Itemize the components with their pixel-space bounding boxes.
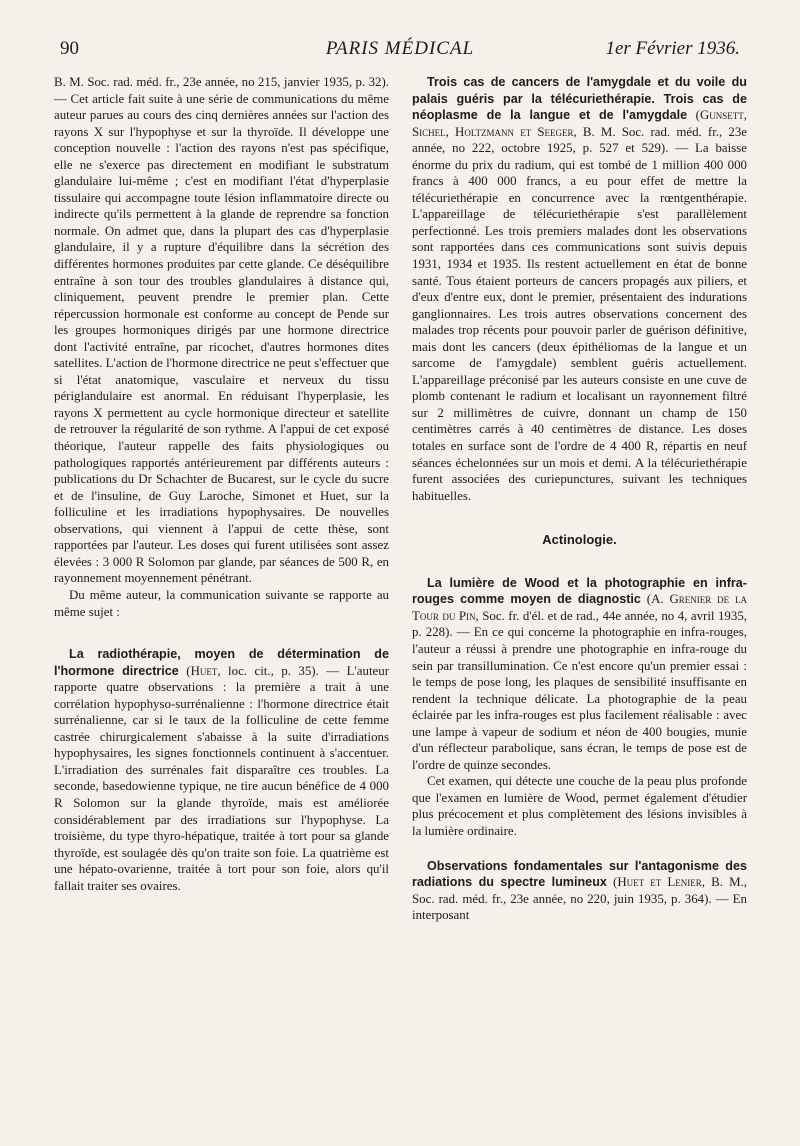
article-reference: , B. M., Soc. rad. méd. fr., 23e année, no 220, juin 1935, p. 364). — xyxy=(412,875,747,906)
article-title: Trois cas de cancers de l'amygdale et du voile du palais guéris par la télécuriethérapie. Trois cas de néoplasme de la langue et de l'amygdale xyxy=(412,75,747,123)
article-paragraph: Cet examen, qui détecte une couche de la peau plus profonde que l'examen en lumière de Wood, permet également d'étudier plus précocement et plus complètement des lésions invisibles à la lumière ordinaire. xyxy=(412,774,747,838)
article-author: A. Grenier de la Tour du Pin xyxy=(412,592,747,623)
article-continuation: B. M. Soc. rad. méd. fr., 23e année, no 215, janvier 1935, p. 32). — Cet article fait suite à une série de communications du même auteur parues au cours des cinq dernières années sur l'action des rayons X sur l'hypophyse et sur la thyroïde. Il développe une conception nouvelle : l'action des rayons n'est pas spécifique, elle ne s'exerce pas directement en modifiant le substratum glandulaire lui-même ; c'est en modifiant l'état d'hyperplasie tissulaire qui accompagne toute lésion inflammatoire directe ou indirecte qu'ils permettent à la glande de reprendre sa fonction normale. On admet que, dans la plupart des cas d'hyperplasie glandulaire, il y a rupture d'équilibre dans la sécrétion des différentes hormones produites par cette glande. Ce déséquilibre entraîne à son tour des troubles glandulaires à distance qui, cliniquement, peuvent prendre le premier plan. Cette répercussion hormonale est conforme au concept de Pende sur les groupes hormoniques dirigés par une hormone directrice dont l'activité entraîne, par ricochet, d'autres hormones dites satellites. L'action de l'hormone directrice ne peut s'effectuer que si l'état anatomique, vasculaire et nerveux du tissu périglandulaire est anormal. En réduisant l'hyperplasie, les rayons X permettent au cycle hormonique directeur et satellite de retrouver la régularité de son rythme. A l'appui de cet exposé théorique, l'auteur rappelle des faits physiologiques ou pathologiques rapportés antérieurement par différents auteurs : publications du Dr Schachter de Bucarest, sur le cycle du sucre et de l'insuline, de Guy Laroche, Simonet et Huet, sur la folliculine et les irradiations hypophysaires. De nouvelles observations, qui viennent à l'appui de cette thèse, sont rapportées par l'auteur. Les doses qui furent utilisées sont assez élevées : 3 000 R Solomon par glande, par séances de 500 R, en rayonnement moyennement pénétrant. xyxy=(54,75,389,586)
page-header xyxy=(60,38,740,68)
article-reference: , B. M. Soc. rad. méd. fr., 23e année, no 222, octobre 1925, p. 527 et 529). — xyxy=(412,124,748,156)
section-heading-actinologie: Actinologie. xyxy=(542,532,617,548)
article-title: La radiothérapie, moyen de détermination de l'hormone directrice xyxy=(54,647,389,678)
article-body: L'auteur rapporte quatre observations : la première a trait à une corrélation hypophyso-surrénalienne : l'hormone directrice était surrénalienne, car si le taux de la folliculine de cette femme castrée chirurgicalement s'abaisse à la suite d'irradiations hypophysaires, les signes fonctionnels continuent à s'accentuer. L'irradiation des surrénales fait disparaître ces troubles. La seconde, basedowienne typique, ne tire aucun bénéfice de 4 000 R Solomon sur la glande thyroïde, mais est améliorée considérablement par des irradiations sur l'hypophyse. La troisième, du type thyro-hépatique, traitée à tort pour sa glande thyroïde, est soulagée dès qu'on traite son foie. La quatrième est une hépato-ovarienne, traitée à tort pour son foie, alors qu'il fallait traiter ses ovaires. xyxy=(54,663,389,893)
article-radiotherapie: La radiothérapie, moyen de détermination de l'hormone directrice (Huet, loc. cit., p. 35). — L'auteur rapporte quatre observations : la première a trait à une corrélation hypophyso-surrénalienne : l'hormone directrice était surrénalienne, car si le taux de la folliculine de cette femme castrée chirurgicalement s'abaisse à la suite d'irradiations hypophysaires, les signes fonctionnels continuent à s'accentuer. L'irradiation des surrénales fait disparaître ces troubles. La seconde, basedowienne typique, ne tire aucun bénéfice de 4 000 R Solomon sur la glande thyroïde, mais est améliorée considérablement par des irradiations sur l'hypophyse. La troisième, du type thyro-hépatique, traitée à tort pour sa glande thyroïde, est soulagée dès qu'on traite son foie. La quatrième est une hépato-ovarienne, traitée à tort pour son foie, alors qu'il fallait traiter ses ovaires. xyxy=(54,647,389,893)
article-body: La baisse énorme du prix du radium, qui est tombé de 1 million 400 000 francs à 400 000 francs, a eu pour effet de mettre la télécuriethérapie en concurrence avec la rœntgenthérapie. L'appareillage de télécuriethérapie s'est parallèlement perfectionné. Les trois premiers malades dont les observations sont rapportées dans ces communications sont suivis depuis 1931, 1934 et 1935. Ils restent actuellement en état de bonne santé. Tous étaient porteurs de cancers propagés aux piliers, et d'eux d'entre eux, dont le premier, présentaient des indurations ganglionnaires. Les trois autres observations concernent des malades trop récents pour pouvoir parler de guérison définitive, mais dont les cancers (deux épithéliomas de la langue et un sarcome de l'amygdale) semblent guéris actuellement. L'appareillage préconisé par les auteurs consiste en une cuve de plomb contenant le radium et localisant un rayonnement filtré sur 2 millimètres de cuivre, donnant un champ de 150 centimètres carrés à 40 centimètres de distance. Les doses totales en surface sont de l'ordre de 4 400 R, répartis en neuf séances échelonnées sur un mois et demi. A la télécuriethérapie furent associées des curiepunctures, suivant les techniques habituelles. xyxy=(412,141,747,503)
article-authors: Gunsett, Sichel, Holtzmann et Seeger xyxy=(412,108,747,139)
left-column xyxy=(54,74,389,894)
article-authors: Huet et Lenier xyxy=(617,875,702,890)
article-antagonisme: Observations fondamentales sur l'antagonisme des radiations du spectre lumineux (Huet et Lenier, B. M., Soc. rad. méd. fr., 23e année, no 220, juin 1935, p. 364). — En interposant xyxy=(412,858,747,923)
article-reference: , loc. cit., p. 35). — xyxy=(217,663,347,678)
article-author: Huet xyxy=(190,663,218,678)
article-body: En interposant xyxy=(412,891,747,923)
transition-paragraph: Du même auteur, la communication suivante se rapporte au même sujet : xyxy=(54,587,389,619)
article-telecurietherapie: Trois cas de cancers de l'amygdale et du voile du palais guéris par la télécuriethérapie. Trois cas de néoplasme de la langue et de l'amygdale (Gunsett, Sichel, Holtzmann et Seeger, B. M. Soc. rad. méd. fr., 23e année, no 222, octobre 1925, p. 527 et 529). — La baisse énorme du prix du radium, qui est tombé de 1 million 400 000 francs à 400 000 francs, a eu pour effet de mettre la télécuriethérapie en concurrence avec la rœntgenthérapie. L'appareillage de télécuriethérapie s'est parallèlement perfectionné. Les trois premiers malades dont les observations sont rapportées dans ces communications sont suivis depuis 1931, 1934 et 1935. Ils restent actuellement en état de bonne santé. Tous étaient porteurs de cancers propagés aux piliers, et d'eux d'entre eux, dont le premier, présentaient des indurations ganglionnaires. Les trois autres observations concernent des malades trop récents pour pouvoir parler de guérison définitive, mais dont les cancers (deux épithéliomas de la langue et un sarcome de l'amygdale) semblent guéris actuellement. L'appareillage préconisé par les auteurs consiste en une cuve de plomb contenant le radium et localisant un rayonnement filtré sur 2 millimètres de cuivre, donnant un champ de 150 centimètres carrés à 40 centimètres de distance. Les doses totales en surface sont de l'ordre de 4 400 R, répartis en neuf séances échelonnées sur un mois et demi. A la télécuriethérapie furent associées des curiepunctures, suivant les techniques habituelles. xyxy=(412,75,748,503)
article-title: La lumière de Wood et la photographie en infra-rouges comme moyen de diagnostic xyxy=(412,575,747,607)
right-column xyxy=(412,74,747,924)
article-lumiere-de-wood: La lumière de Wood et la photographie en infra-rouges comme moyen de diagnostic (A. Grenier de la Tour du Pin, Soc. fr. d'él. et de rad., 44e année, no 4, avril 1935, p. 228). — En ce qui concerne la photographie en infra-rouges, l'auteur a réussi à prendre une photographie en infra-rouge du sein par transillumination. Ce n'est encore qu'un premier essai : le temps de pose long, les plaques de sensibilité insuffisante en rendent la technique délicate. La photographie de la peau éclairée par les infra-rouges est plus facilement réalisable : avec une lampe à vapeur de sodium et néon de 400 bougies, munie d'un réflecteur parabolique, sans écran, le temps de pose est de l'ordre de quinze secondes. xyxy=(412,575,747,772)
page-number: 90 xyxy=(60,38,79,59)
article-body: En ce qui concerne la photographie en infra-rouges, l'auteur a réussi à prendre une photographie en infra-rouge du sein par transillumination. Ce n'est encore qu'un premier essai : le temps de pose long, les plaques de sensibilité insuffisante en rendent la technique délicate. La photographie de la peau éclairée par les infra-rouges est plus facilement réalisable : avec une lampe à vapeur de sodium et néon de 400 bougies, munie d'un réflecteur parabolique, sans écran, le temps de pose est de l'ordre de quinze secondes. xyxy=(412,625,747,772)
issue-date: 1er Février 1936. xyxy=(605,38,740,59)
article-reference: , Soc. fr. d'él. et de rad., 44e année, no 4, avril 1935, p. 228). — xyxy=(412,608,747,640)
journal-title: PARIS MÉDICAL xyxy=(325,38,475,59)
article-title: Observations fondamentales sur l'antagonisme des radiations du spectre lumineux xyxy=(412,858,747,890)
